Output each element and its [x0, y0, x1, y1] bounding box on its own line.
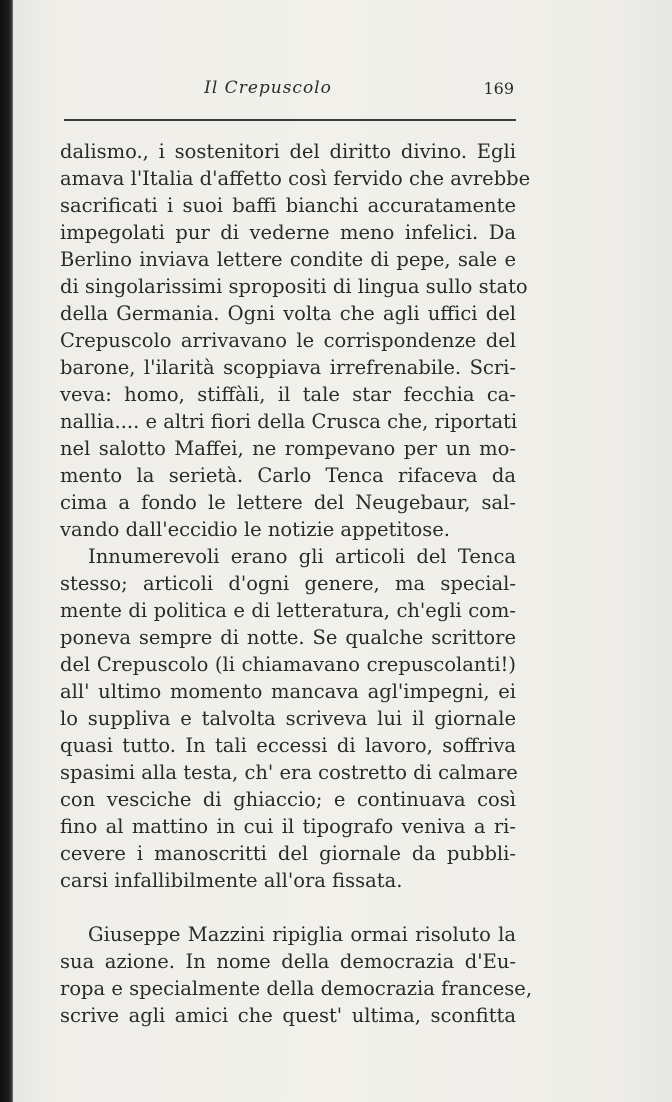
paragraph-1: [60, 138, 531, 543]
running-title: Il Crepuscolo: [204, 78, 332, 98]
text-line: vando dall'eccidio le notizie appetitose.: [60, 518, 450, 541]
header-rule: [64, 119, 516, 121]
text-line: scrive agli amici che quest' ultima, sconfitta: [60, 1004, 516, 1027]
text-line: all' ultimo momento mancava agl'impegni, ei: [60, 680, 516, 703]
text-line: veva: homo, stiffàli, il tale star fecchia ca-: [60, 383, 516, 406]
text-line: stesso; articoli d'ogni genere, ma special-: [60, 572, 516, 595]
text-line: fino al mattino in cui il tipografo veniva a ri-: [60, 815, 516, 838]
text-line: Crepuscolo arrivavano le corrispondenze del: [60, 329, 516, 352]
text-line: cima a fondo le lettere del Neugebaur, sal-: [60, 491, 516, 514]
text-line: sacrificati i suoi baffi bianchi accuratamente: [60, 194, 516, 217]
book-spine-shadow: [0, 0, 13, 1102]
page-header: [62, 78, 514, 106]
text-line: Giuseppe Mazzini ripiglia ormai risoluto la: [88, 923, 516, 946]
text-line: mento la serietà. Carlo Tenca rifaceva da: [60, 464, 516, 487]
text-line: amava l'Italia d'affetto così fervido che avrebbe: [60, 167, 531, 190]
text-line: con vesciche di ghiaccio; e continuava così: [60, 788, 516, 811]
text-line: ropa e specialmente della democrazia francese,: [60, 977, 533, 1000]
text-line: spasimi alla testa, ch' era costretto di calmare: [60, 761, 518, 784]
page-number: 169: [483, 79, 514, 98]
paragraph-2: [60, 543, 516, 894]
text-line: sua azione. In nome della democrazia d'Eu-: [60, 950, 516, 973]
text-line: del Crepuscolo (li chiamavano crepuscolanti!): [60, 653, 516, 676]
text-line: della Germania. Ogni volta che agli uffici del: [60, 302, 516, 325]
section-gap: [60, 894, 516, 921]
text-line: nel salotto Maffei, ne rompevano per un mo-: [60, 437, 516, 460]
text-line: cevere i manoscritti del giornale da pubbli-: [60, 842, 516, 865]
paragraph-3: [60, 921, 533, 1029]
text-line: carsi infallibilmente all'ora fissata.: [60, 869, 403, 892]
text-line: barone, l'ilarità scoppiava irrefrenabile. Scri-: [60, 356, 516, 379]
text-line: impegolati pur di vederne meno infelici. Da: [60, 221, 516, 244]
text-line: nallia.... e altri fiori della Crusca che, riportati: [60, 410, 518, 433]
text-line: quasi tutto. In tali eccessi di lavoro, soffriva: [60, 734, 516, 757]
text-line: poneva sempre di notte. Se qualche scrittore: [60, 626, 516, 649]
text-line: mente di politica e di letteratura, ch'egli com-: [60, 599, 516, 622]
body-text: [60, 138, 533, 1029]
text-line: lo suppliva e talvolta scriveva lui il giornale: [60, 707, 516, 730]
text-line: Innumerevoli erano gli articoli del Tenca: [88, 545, 516, 568]
text-line: Berlino inviava lettere condite di pepe, sale e: [60, 248, 516, 271]
text-line: dalismo., i sostenitori del diritto divino. Egli: [60, 140, 516, 163]
text-line: di singolarissimi spropositi di lingua sullo stato: [60, 275, 528, 298]
